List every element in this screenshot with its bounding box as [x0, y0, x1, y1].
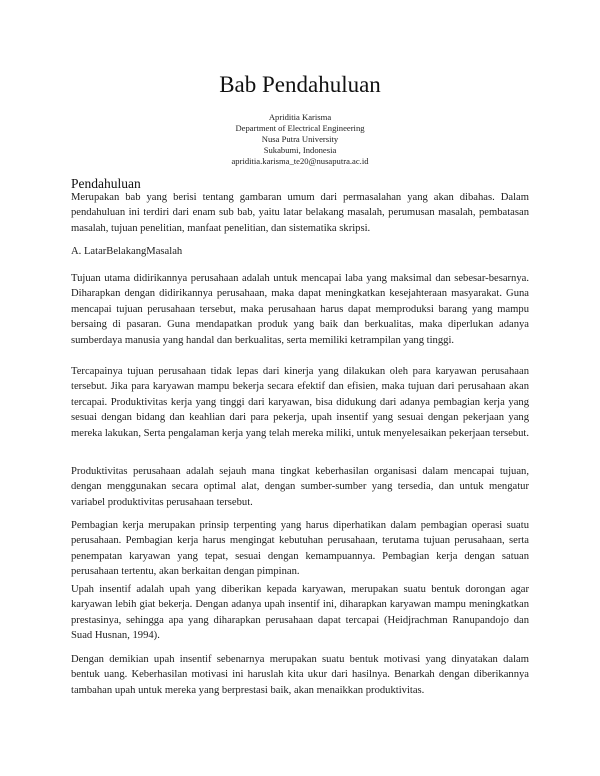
body-paragraph: Pembagian kerja merupakan prinsip terpenting yang harus diperhatikan dalam pembagian operasi suatu perusahaan. Pembagian kerja harus mengingat kebutuhan perusahaan, terutama tujuan perusahaan, serta penempatan karyawan yang tepat, sesuai dengan kemampuannya. Pembagian kerja dengan satuan perusahaan tertentu, akan berkaitan dengan pimpinan.: [71, 520, 529, 578]
author-block: [0, 112, 600, 167]
author-location: Sukabumi, Indonesia: [263, 145, 337, 155]
section-heading: Pendahuluan: [71, 176, 141, 191]
paper-title: Bab Pendahuluan: [219, 72, 381, 97]
author-email: apriditia.karisma_te20@nusaputra.ac.id: [231, 156, 369, 166]
body-paragraph: Tercapainya tujuan perusahaan tidak lepas dari kinerja yang dilakukan oleh para karyawan perusahaan tersebut. Jika para karyawan mampu bekerja secara efektif dan efisien, maka tujuan dari perusahaan akan tercapai. Produktivitas kerja yang tinggi dari karyawan, bisa didukung dari adanya pembagian kerja yang sesuai dengan bidang dan keahlian dari para pekerja, upah insentif yang sesuai dengan pekerjaan yang mereka lakukan, Serta pengalaman kerja yang telah mereka miliki, untuk menyelesaikan pekerjaan tersebut.: [71, 366, 529, 439]
section-intro-paragraph: Merupakan bab yang berisi tentang gambaran umum dari permasalahan yang akan dibahas. Dalam pendahuluan ini terdiri dari enam sub bab, yaitu latar belakang masalah, perumusan masalah, pembatasan masalah, tujuan penelitian, manfaat penelitian, dan sistematika skripsi.: [71, 192, 529, 234]
author-university: Nusa Putra University: [261, 134, 339, 144]
body-paragraph: Upah insentif adalah upah yang diberikan kepada karyawan, merupakan suatu bentuk dorongan agar karyawan lebih giat bekerja. Dengan adanya upah insentif ini, diharapkan karyawan mampu meningkatkan prestasinya, sehingga apa yang diharapkan perusahaan dapat tercapai (Heidjrachman Ranupandojo dan Suad Husnan, 1994).: [71, 584, 529, 642]
author-department: Department of Electrical Engineering: [235, 123, 365, 133]
body-paragraph: Produktivitas perusahaan adalah sejauh mana tingkat keberhasilan organisasi dalam mencapai tujuan, dengan menggunakan secara optimal alat, dengan sumber-sumber yang tersedia, dan untuk mengatur variabel produktivitas perusahaan tersebut.: [71, 466, 529, 508]
subsection-heading: A. LatarBelakangMasalah: [71, 246, 183, 257]
body-paragraph: Tujuan utama didirikannya perusahaan adalah untuk mencapai laba yang maksimal dan sebesar-besarnya. Diharapkan dengan didirikannya perusahaan, maka dapat meningkatkan kesejahteraan masyarakat. Guna mencapai tujuan perusahaan tersebut, maka perusahaan harus dapat memproduksi barang yang mampu bersaing di pasaran. Guna mendapatkan produk yang baik dan berkualitas, maka diperlukan adanya sumberdaya manusia yang handal dan berkualitas, serta memiliki ketrampilan yang tinggi.: [71, 273, 529, 346]
body-paragraph: Dengan demikian upah insentif sebenarnya merupakan suatu bentuk motivasi yang dinyatakan dalam bentuk uang. Keberhasilan motivasi ini haruslah kita ukur dari hasilnya. Benarkah dengan diberikannya tambahan upah untuk mereka yang berprestasi baik, akan menaikkan produktivitas.: [71, 654, 529, 696]
author-name: Apriditia Karisma: [268, 112, 332, 122]
